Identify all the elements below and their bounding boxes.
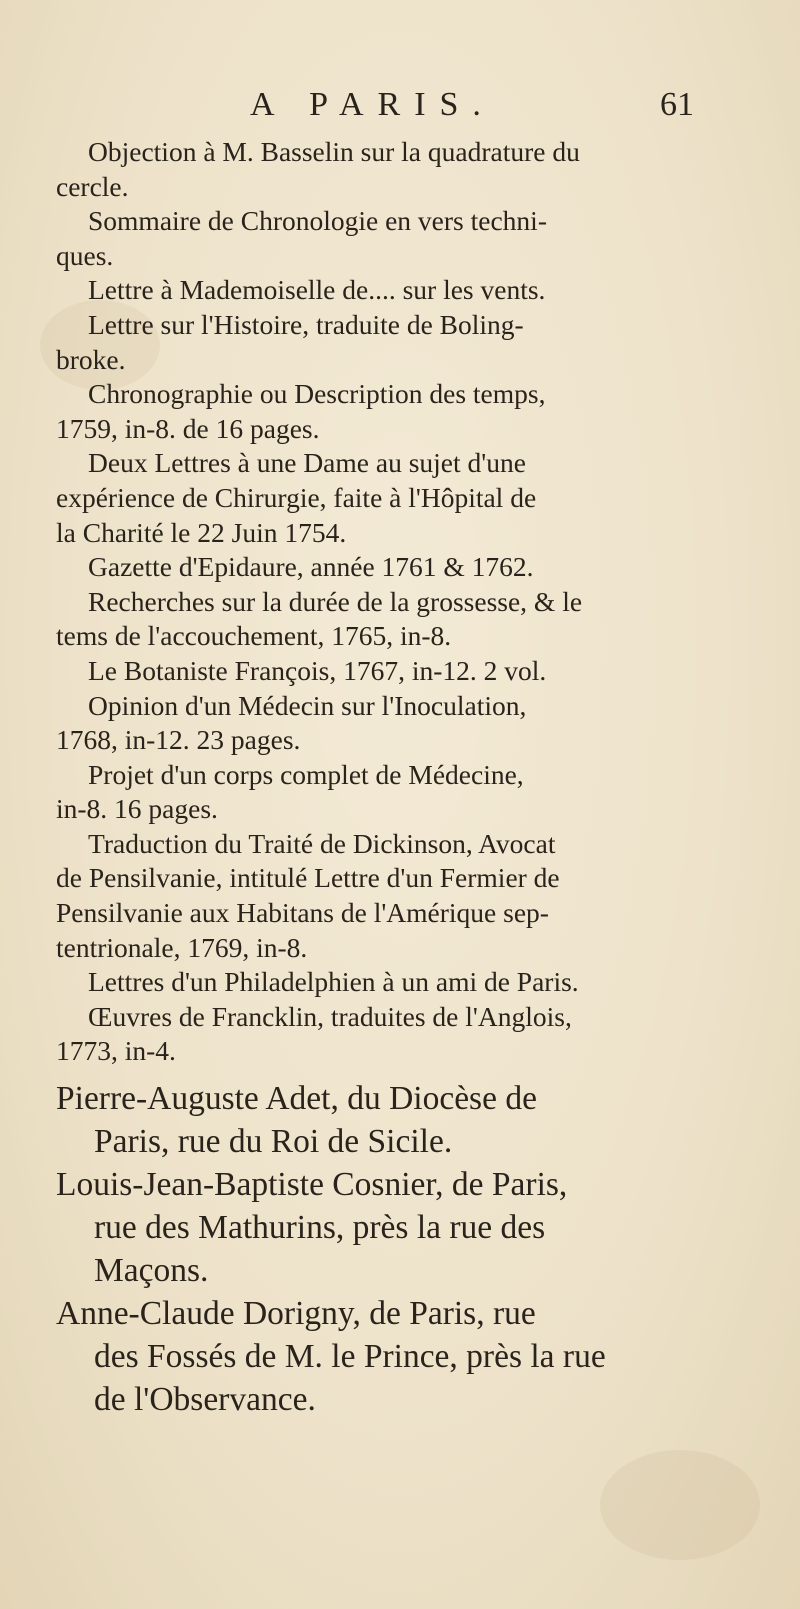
bibliography-entry (56, 377, 706, 446)
person-address-line: de l'Observance. (94, 1381, 316, 1418)
page-header (0, 80, 800, 130)
person-entry (56, 1292, 706, 1421)
person-entry (56, 1163, 706, 1292)
entry-line: 1759, in-8. de 16 pages. (56, 412, 320, 444)
entry-line: la Charité le 22 Juin 1754. (56, 516, 347, 548)
bibliography-list (56, 135, 706, 1069)
entry-line: 1768, in-12. 23 pages. (56, 724, 301, 756)
entry-line: Pensilvanie aux Habitans de l'Amérique sep- (56, 897, 549, 929)
entry-line: Deux Lettres à une Dame au sujet d'une (88, 447, 526, 479)
bibliography-entry (56, 204, 706, 273)
person-name-line: Anne-Claude Dorigny, de Paris, rue (56, 1295, 536, 1332)
entry-line: Recherches sur la durée de la grossesse, & le (88, 585, 583, 617)
entry-line: cercle. (56, 170, 129, 202)
person-list (56, 1077, 706, 1421)
entry-line: Le Botaniste François, 1767, in-12. 2 vol. (88, 654, 547, 686)
entry-line: broke. (56, 343, 126, 375)
entry-line: Projet d'un corps complet de Médecine, (88, 758, 524, 790)
bibliography-entry (56, 965, 706, 1000)
page-number: 61 (660, 86, 694, 123)
person-name-line: Louis-Jean-Baptiste Cosnier, de Paris, (56, 1166, 568, 1203)
bibliography-entry (56, 273, 706, 308)
entry-line: ques. (56, 239, 114, 271)
running-title: A PARIS. (250, 86, 495, 123)
bibliography-entry (56, 446, 706, 550)
entry-line: tentrionale, 1769, in-8. (56, 931, 308, 963)
person-name-line: Pierre-Auguste Adet, du Diocèse de (56, 1080, 537, 1117)
person-address-line: Paris, rue du Roi de Sicile. (94, 1123, 453, 1160)
bibliography-entry (56, 550, 706, 585)
bibliography-entry (56, 135, 706, 204)
bibliography-entry (56, 758, 706, 827)
entry-line: in-8. 16 pages. (56, 793, 218, 825)
person-address-line: rue des Mathurins, près la rue des (94, 1209, 546, 1246)
entry-line: Objection à M. Basselin sur la quadrature du (88, 136, 580, 167)
bibliography-entry (56, 689, 706, 758)
entry-line: Lettre sur l'Histoire, traduite de Boling- (88, 308, 524, 340)
entry-line: Lettre à Mademoiselle de.... sur les vents. (88, 274, 546, 306)
bibliography-entry (56, 585, 706, 654)
bibliography-entry (56, 308, 706, 377)
entry-line: Gazette d'Epidaure, année 1761 & 1762. (88, 551, 534, 583)
bibliography-entry (56, 827, 706, 965)
entry-line: Opinion d'un Médecin sur l'Inoculation, (88, 689, 527, 721)
person-entry (56, 1077, 706, 1163)
entry-line: Traduction du Traité de Dickinson, Avocat (88, 827, 556, 859)
entry-line: Lettres d'un Philadelphien à un ami de Paris. (88, 966, 579, 998)
bibliography-entry (56, 1000, 706, 1069)
person-address-line: des Fossés de M. le Prince, près la rue (94, 1338, 606, 1375)
entry-line: tems de l'accouchement, 1765, in-8. (56, 620, 452, 652)
entry-line: 1773, in-4. (56, 1035, 176, 1067)
entry-line: Sommaire de Chronologie en vers techni- (88, 205, 547, 237)
entry-line: de Pensilvanie, intitulé Lettre d'un Fermier de (56, 862, 560, 894)
entry-line: Chronographie ou Description des temps, (88, 378, 546, 410)
entry-line: expérience de Chirurgie, faite à l'Hôpital de (56, 481, 537, 513)
bibliography-entry (56, 654, 706, 689)
paper-stain (600, 1450, 760, 1560)
entry-line: Œuvres de Francklin, traduites de l'Anglois, (88, 1000, 572, 1032)
person-address-line: Maçons. (94, 1252, 209, 1289)
